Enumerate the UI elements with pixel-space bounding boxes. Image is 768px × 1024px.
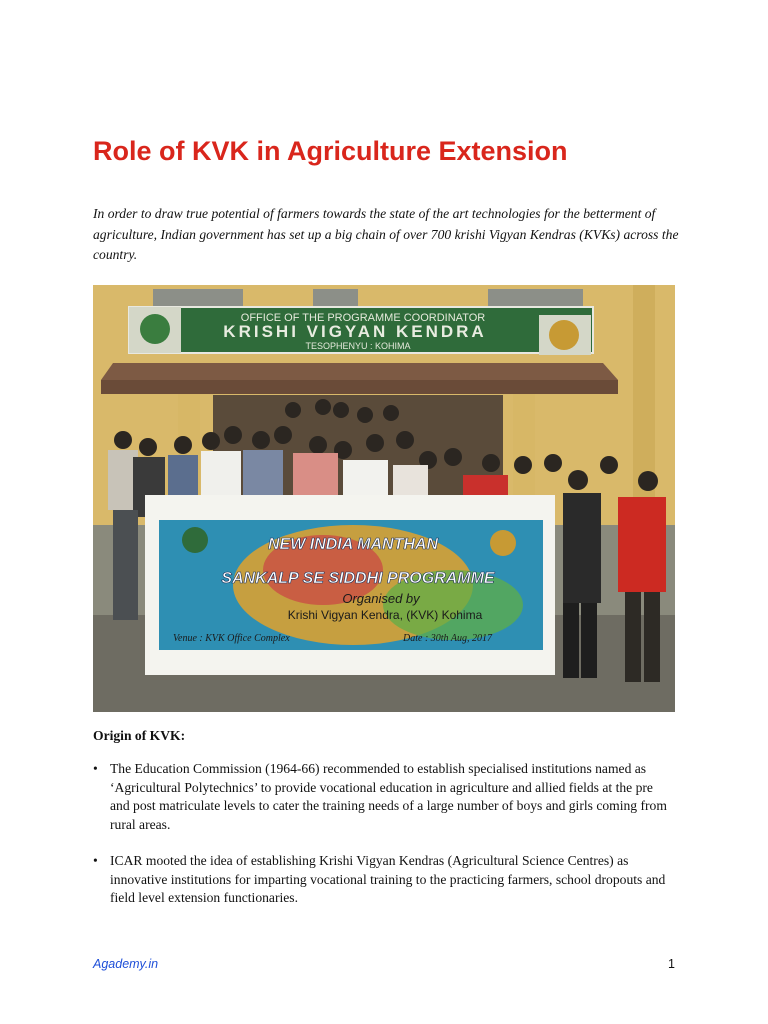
origin-heading: Origin of KVK: [93, 728, 186, 743]
banner-line4: Krishi Vigyan Kendra, (KVK) Kohima [287, 608, 483, 622]
page-number: 1 [668, 957, 675, 971]
bullet-icon: • [93, 761, 98, 776]
list-item-text: The Education Commission (1964-66) recommended to establish specialised institutions named as ‘Agricultural Polytechnics’ to provide vocational education in agriculture and allied fields at the pre and post matriculate levels to cater the training needs of a large number of boys and girls coming from rural areas. [110, 761, 667, 832]
banner-date: Date : 30th Aug, 2017 [403, 633, 492, 644]
sign-name: KRISHI VIGYAN KENDRA [223, 322, 487, 341]
banner-line2: SANKALP SE SIDDHI PROGRAMME [221, 570, 495, 587]
footer-brand-link[interactable]: Agademy.in [93, 957, 159, 971]
list-item [93, 760, 668, 834]
bullet-icon: • [93, 853, 98, 868]
banner-venue: Venue : KVK Office Complex [173, 633, 290, 644]
banner-line3: Organised by [342, 591, 420, 606]
intro-paragraph: In order to draw true potential of farmers towards the state of the art technologies for the betterment of agriculture, Indian government has set up a big chain of over 700 krishi Vigyan Kendras (KVKs) across the country. [93, 206, 679, 262]
banner-line1: NEW INDIA MANTHAN [267, 536, 439, 553]
list-item-text: ICAR mooted the idea of establishing Krishi Vigyan Kendras (Agricultural Science Centres) as innovative institutions for imparting vocational training to the practicing farmers, school dropouts and field level extension functionaries. [110, 853, 666, 905]
kvk-group-photo [93, 285, 675, 712]
sign-office-line: OFFICE OF THE PROGRAMME COORDINATOR [240, 312, 486, 324]
origin-list [93, 760, 668, 926]
list-item [93, 852, 668, 908]
photo-illustration [93, 285, 675, 712]
sign-place: TESOPHENYU : KOHIMA [305, 341, 411, 351]
page-title: Role of KVK in Agriculture Extension [93, 136, 568, 166]
